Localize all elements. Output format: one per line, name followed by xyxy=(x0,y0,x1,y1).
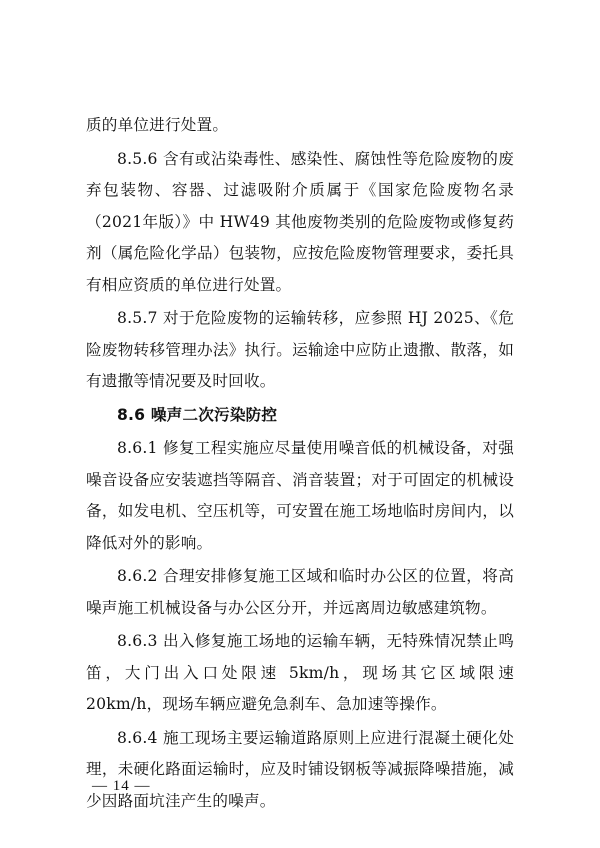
page-number: — 14 — xyxy=(92,778,151,794)
paragraph-8-5-6: 8.5.6 含有或沾染毒性、感染性、腐蚀性等危险废物的废弃包装物、容器、过滤吸附介质属于《国家危险废物名录（2021年版）》中 HW49 其他废物类别的危险废物或修复药剂（属危险化学品）包装物，应按危险废物管理要求，委托具有相应资质的单位进行处置。 xyxy=(86,149,514,294)
paragraph-8-6-1: 8.6.1 修复工程实施应尽量使用噪音低的机械设备，对强噪音设备应安装遮挡等隔音、消音装置；对于可固定的机械设备，如发电机、空压机等，可安置在施工场地临时房间内，以降低对外的影响。 xyxy=(86,439,514,552)
paragraph-8-5-7: 8.5.7 对于危险废物的运输转移，应参照 HJ 2025、《危险废物转移管理办法》执行。运输途中应防止遗撒、散落，如有遗撒等情况要及时回收。 xyxy=(86,309,514,390)
paragraph-continuation: 质的单位进行处置。 xyxy=(86,116,229,134)
paragraph-8-6-3: 8.6.3 出入修复施工场地的运输车辆，无特殊情况禁止鸣笛，大门出入口处限速 5km/h，现场其它区域限速 20km/h，现场车辆应避免急刹车、急加速等操作。 xyxy=(86,632,514,713)
paragraph-8-6-2: 8.6.2 合理安排修复施工区域和临时办公区的位置，将高噪声施工机械设备与办公区分开，并远离周边敏感建筑物。 xyxy=(86,567,514,617)
paragraph-8-6-4: 8.6.4 施工现场主要运输道路原则上应进行混凝土硬化处理，未硬化路面运输时，应及时铺设钢板等减振降噪措施，减少因路面坑洼产生的噪声。 xyxy=(86,728,514,810)
section-heading-8-6: 8.6 噪声二次污染防控 xyxy=(117,405,278,424)
document-body xyxy=(86,110,514,819)
